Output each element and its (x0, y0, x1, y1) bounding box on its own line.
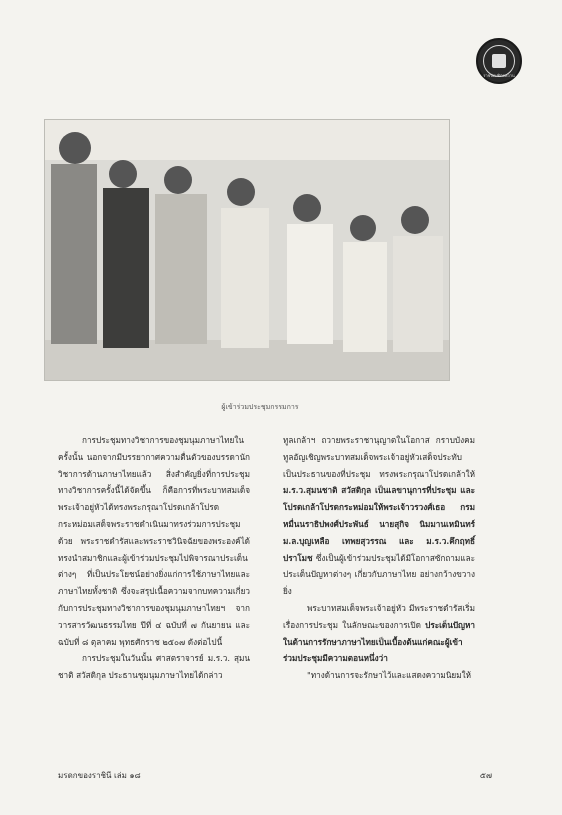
paragraph (283, 600, 475, 667)
publication-title: มรดกของราชินี เล่ม ๑๘ (58, 771, 141, 780)
historical-group-photo (44, 119, 450, 381)
paragraph-text: ซึ่งเป็นผู้เข้าร่วมประชุมได้มีโอกาสซักถามและประเด็นปัญหาต่างๆ เกี่ยวกับภาษาไทย อย่างกว้างขวางยิ่ง (283, 552, 475, 597)
paragraph: การประชุมในวันนั้น ศาสตราจารย์ ม.ร.ว. สุมนชาติ สวัสดิกุล ประธานชุมนุมภาษาไทยได้กล่าว (58, 653, 250, 681)
paragraph-bold-text: ประเด็นปัญหาในด้านการรักษาภาษาไทยเป็นเบื้องต้นแก่คณะผู้เข้าร่วมประชุมมีความตอนหนึ่งว่า (283, 619, 475, 664)
left-column (58, 432, 250, 684)
right-column (283, 432, 475, 684)
paragraph-bold-text: ม.ร.ว.สุมนชาติ สวัสดิกุล เป็นเลขานุการที่ประชุม และโปรดเกล้าโปรดกระหม่อมให้พระเจ้าวรวงศ์เธอ กรมหมื่นนราธิปพงศ์ประพันธ์ นายสุกิจ นิมมานเหมินทร์ ม.ล.บุญเหลือ เทพยสุวรรณ และ ม.ร.ว.คึกฤทธิ์ ปราโมช (283, 485, 475, 563)
paragraph: การประชุมทางวิชาการของชุมนุมภาษาไทยในครั้งนั้น นอกจากมีบรรยากาศความตื่นตัวของบรรดานักวิชาการด้านภาษาไทยแล้ว สิ่งสำคัญยิ่งที่การประชุมทางวิชาการครั้งนี้ได้จัดขึ้น ก็คือการที่พระบาทสมเด็จพระเจ้าอยู่หัวได้ทรงพระกรุณาโปรดเกล้าโปรดกระหม่อมเสด็จพระราชดำเนินมาทรงร่วมการประชุมด้วย พระราชดำรัสและพระราชวินิจฉัยของพระองค์ได้ทรงนำสมาชิกและผู้เข้าร่วมประชุมไปพิจารณาประเด็นต่างๆ ที่เป็นประโยชน์อย่างยิ่งแก่การใช้ภาษาไทยและภาษาไทยทั้งชาติ ซึ่งจะสรุปเนื้อความจากบทความเกี่ยวกับการประชุมทางวิชาการของชุมนุมภาษาไทยฯ จากวารสารวัฒนธรรมไทย ปีที่ ๔ ฉบับที่ ๗ กันยายน และฉบับที่ ๘ ตุลาคม พุทธศักราช ๒๕๐๗ ดังต่อไปนี้ (58, 435, 250, 647)
paragraph-text: ทูลเกล้าฯ ถวายพระราชานุญาตในโอกาส กราบบังคมทูลอัญเชิญพระบาทสมเด็จพระเจ้าอยู่หัวเสด็จประทับเป็นประธานของที่ประชุม ทรงพระกรุณาโปรดเกล้าให้ (283, 435, 475, 479)
paragraph-text: พระบาทสมเด็จพระเจ้าอยู่หัว มีพระราชดำรัสเริ่มเรื่องการประชุม ในลักษณะของการเปิด (283, 602, 475, 630)
paragraph-text: "ทางด้านการจะรักษาไว้และแสดงความนิยมให้ (307, 670, 472, 681)
photo-caption: ผู้เข้าร่วมประชุมกรรมการ (221, 403, 299, 411)
paragraph (283, 432, 475, 600)
page-number: ๕๗ (479, 771, 492, 780)
paragraph (283, 667, 475, 684)
royal-institute-seal-icon: ราชบัณฑิตยสถาน (476, 38, 522, 84)
